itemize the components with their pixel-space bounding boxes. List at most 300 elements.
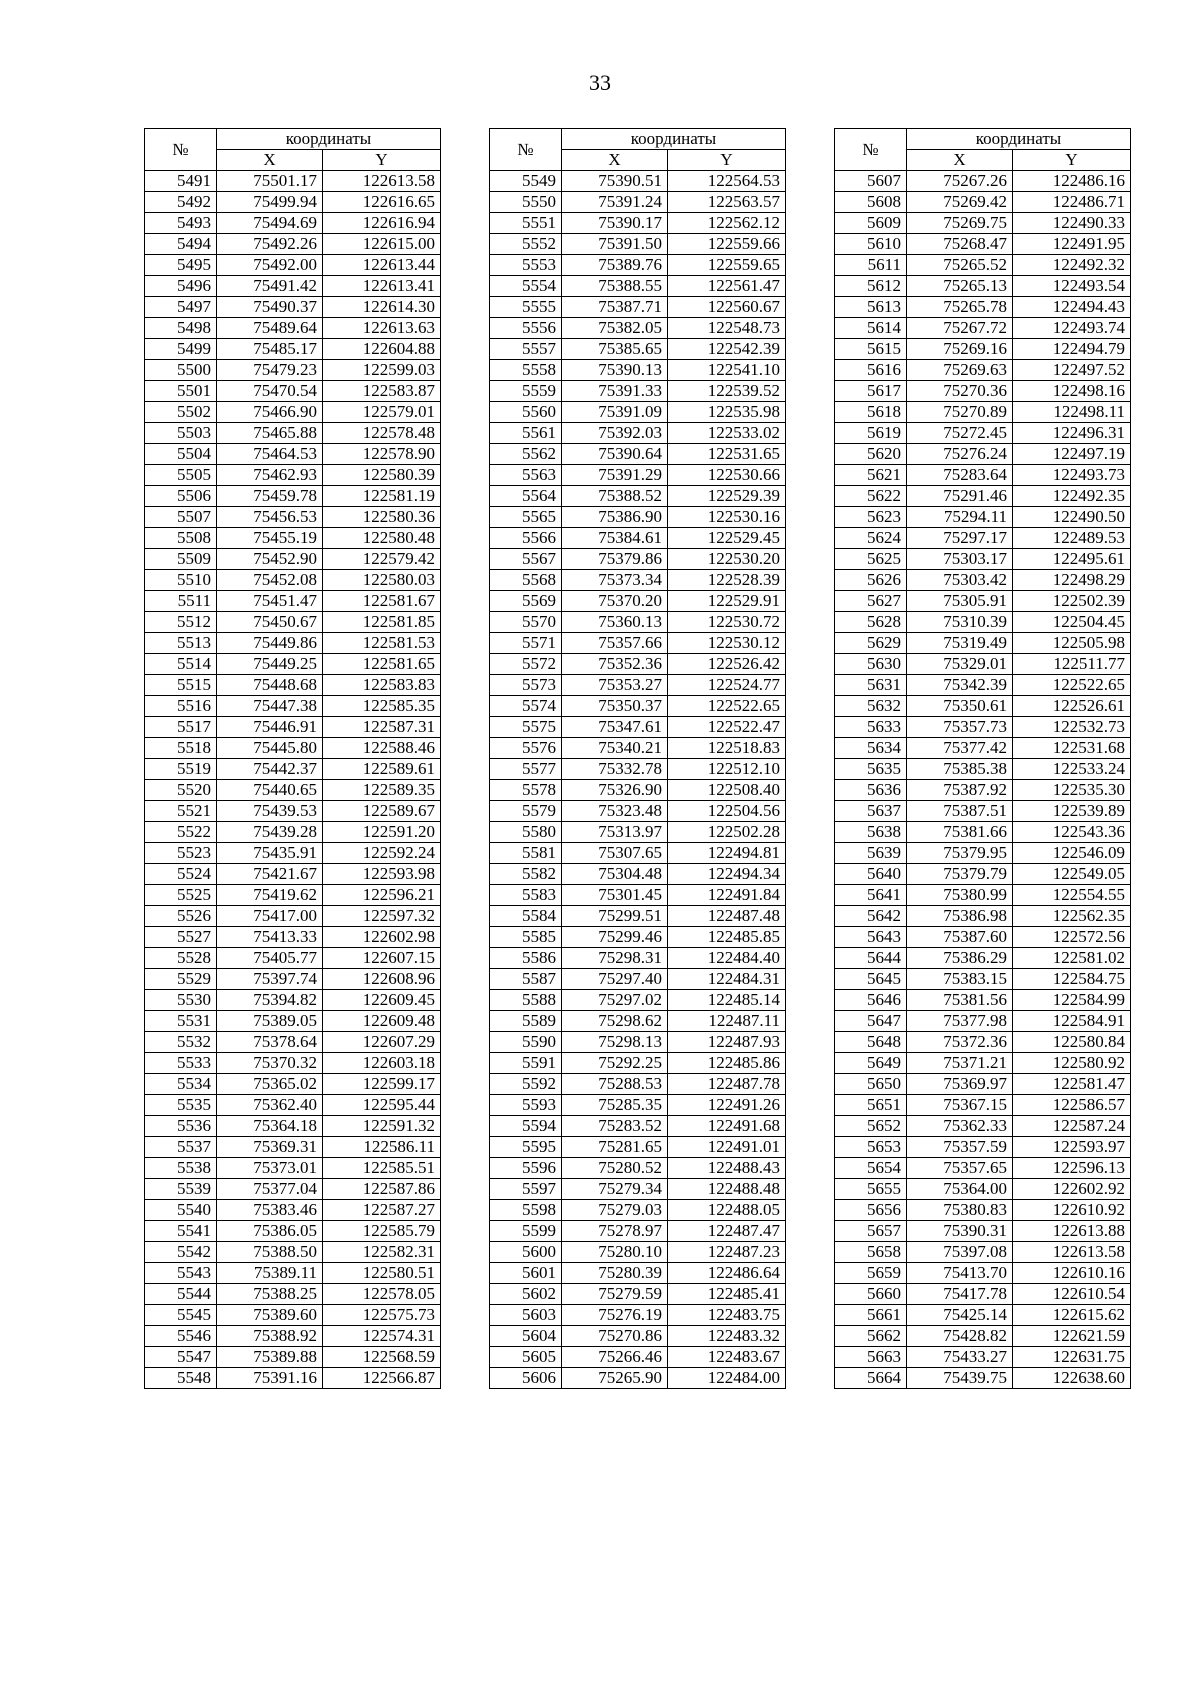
point-number: 5596 [490, 1158, 562, 1179]
table-row [835, 549, 1131, 570]
x-coordinate: 75270.36 [907, 381, 1013, 402]
y-coordinate: 122512.10 [668, 759, 786, 780]
table-row [835, 927, 1131, 948]
y-coordinate: 122603.18 [323, 1053, 441, 1074]
x-coordinate: 75299.46 [562, 927, 668, 948]
table-row [490, 234, 786, 255]
y-coordinate: 122613.63 [323, 318, 441, 339]
point-number: 5592 [490, 1074, 562, 1095]
point-number: 5635 [835, 759, 907, 780]
table-row [490, 528, 786, 549]
point-number: 5510 [145, 570, 217, 591]
table-row [835, 507, 1131, 528]
point-number: 5555 [490, 297, 562, 318]
y-coordinate: 122492.32 [1013, 255, 1131, 276]
x-coordinate: 75447.38 [217, 696, 323, 717]
y-coordinate: 122559.66 [668, 234, 786, 255]
y-coordinate: 122485.14 [668, 990, 786, 1011]
point-number: 5612 [835, 276, 907, 297]
y-coordinate: 122591.20 [323, 822, 441, 843]
y-coordinate: 122491.68 [668, 1116, 786, 1137]
y-coordinate: 122581.19 [323, 486, 441, 507]
x-coordinate: 75394.82 [217, 990, 323, 1011]
point-number: 5537 [145, 1137, 217, 1158]
point-number: 5563 [490, 465, 562, 486]
point-number: 5507 [145, 507, 217, 528]
y-coordinate: 122526.61 [1013, 696, 1131, 717]
x-coordinate: 75446.91 [217, 717, 323, 738]
table-row [145, 1242, 441, 1263]
x-coordinate: 75464.53 [217, 444, 323, 465]
point-number: 5631 [835, 675, 907, 696]
y-coordinate: 122484.40 [668, 948, 786, 969]
y-coordinate: 122494.34 [668, 864, 786, 885]
x-coordinate: 75492.00 [217, 255, 323, 276]
x-coordinate: 75357.66 [562, 633, 668, 654]
x-coordinate: 75491.42 [217, 276, 323, 297]
table-row [835, 612, 1131, 633]
point-number: 5547 [145, 1347, 217, 1368]
x-coordinate: 75265.78 [907, 297, 1013, 318]
x-coordinate: 75292.25 [562, 1053, 668, 1074]
y-coordinate: 122535.98 [668, 402, 786, 423]
table-row [145, 675, 441, 696]
point-number: 5618 [835, 402, 907, 423]
point-number: 5532 [145, 1032, 217, 1053]
table-row [490, 948, 786, 969]
x-coordinate: 75451.47 [217, 591, 323, 612]
x-coordinate: 75452.90 [217, 549, 323, 570]
table-row [145, 444, 441, 465]
x-coordinate: 75357.73 [907, 717, 1013, 738]
y-coordinate: 122548.73 [668, 318, 786, 339]
y-coordinate: 122490.33 [1013, 213, 1131, 234]
x-coordinate: 75459.78 [217, 486, 323, 507]
table-row [490, 696, 786, 717]
x-coordinate: 75383.15 [907, 969, 1013, 990]
table-row [145, 1263, 441, 1284]
table-row [490, 885, 786, 906]
table-row [490, 255, 786, 276]
point-number: 5491 [145, 171, 217, 192]
x-coordinate: 75417.00 [217, 906, 323, 927]
y-coordinate: 122491.01 [668, 1137, 786, 1158]
x-coordinate: 75397.08 [907, 1242, 1013, 1263]
x-coordinate: 75303.42 [907, 570, 1013, 591]
point-number: 5509 [145, 549, 217, 570]
table-row [490, 738, 786, 759]
table-row [835, 234, 1131, 255]
y-coordinate: 122561.47 [668, 276, 786, 297]
point-number: 5494 [145, 234, 217, 255]
y-coordinate: 122539.52 [668, 381, 786, 402]
table-row [490, 192, 786, 213]
x-coordinate: 75350.61 [907, 696, 1013, 717]
table-row [835, 738, 1131, 759]
point-number: 5627 [835, 591, 907, 612]
y-coordinate: 122505.98 [1013, 633, 1131, 654]
table-row [145, 717, 441, 738]
table-body [490, 171, 786, 1389]
x-coordinate: 75326.90 [562, 780, 668, 801]
point-number: 5604 [490, 1326, 562, 1347]
table-row [490, 633, 786, 654]
table-row [835, 1137, 1131, 1158]
point-number: 5615 [835, 339, 907, 360]
table-row [835, 822, 1131, 843]
table-row [835, 1242, 1131, 1263]
table-row [490, 1074, 786, 1095]
y-coordinate: 122484.00 [668, 1368, 786, 1389]
x-coordinate: 75492.26 [217, 234, 323, 255]
x-coordinate: 75270.86 [562, 1326, 668, 1347]
point-number: 5656 [835, 1200, 907, 1221]
x-coordinate: 75381.56 [907, 990, 1013, 1011]
table-row [490, 381, 786, 402]
point-number: 5609 [835, 213, 907, 234]
table-row [490, 1179, 786, 1200]
y-coordinate: 122495.61 [1013, 549, 1131, 570]
table-row [145, 1095, 441, 1116]
y-coordinate: 122615.62 [1013, 1305, 1131, 1326]
table-row [145, 255, 441, 276]
table-row [835, 1305, 1131, 1326]
x-coordinate: 75383.46 [217, 1200, 323, 1221]
point-number: 5602 [490, 1284, 562, 1305]
x-coordinate: 75387.51 [907, 801, 1013, 822]
x-coordinate: 75329.01 [907, 654, 1013, 675]
table-row [835, 1011, 1131, 1032]
table-row [835, 1347, 1131, 1368]
table-row [835, 864, 1131, 885]
point-number: 5593 [490, 1095, 562, 1116]
table-row [835, 780, 1131, 801]
table-row [145, 696, 441, 717]
y-coordinate: 122530.72 [668, 612, 786, 633]
point-number: 5505 [145, 465, 217, 486]
table-row [490, 591, 786, 612]
x-coordinate: 75280.39 [562, 1263, 668, 1284]
x-coordinate: 75417.78 [907, 1284, 1013, 1305]
table-row [145, 1116, 441, 1137]
point-number: 5600 [490, 1242, 562, 1263]
point-number: 5504 [145, 444, 217, 465]
table-row [490, 507, 786, 528]
x-coordinate: 75456.53 [217, 507, 323, 528]
point-number: 5495 [145, 255, 217, 276]
y-coordinate: 122483.75 [668, 1305, 786, 1326]
point-number: 5577 [490, 759, 562, 780]
y-coordinate: 122543.36 [1013, 822, 1131, 843]
x-coordinate: 75297.02 [562, 990, 668, 1011]
point-number: 5513 [145, 633, 217, 654]
table-row [490, 864, 786, 885]
y-coordinate: 122584.99 [1013, 990, 1131, 1011]
point-number: 5616 [835, 360, 907, 381]
table-row [145, 192, 441, 213]
table-row [145, 1305, 441, 1326]
y-coordinate: 122533.02 [668, 423, 786, 444]
x-coordinate: 75369.31 [217, 1137, 323, 1158]
x-coordinate: 75370.20 [562, 591, 668, 612]
x-coordinate: 75377.42 [907, 738, 1013, 759]
table-row [145, 1074, 441, 1095]
y-coordinate: 122587.31 [323, 717, 441, 738]
x-coordinate: 75439.53 [217, 801, 323, 822]
x-coordinate: 75439.28 [217, 822, 323, 843]
table-row [490, 759, 786, 780]
x-coordinate: 75377.98 [907, 1011, 1013, 1032]
point-number: 5581 [490, 843, 562, 864]
x-coordinate: 75390.64 [562, 444, 668, 465]
table-row [145, 927, 441, 948]
x-coordinate: 75392.03 [562, 423, 668, 444]
y-coordinate: 122616.65 [323, 192, 441, 213]
y-coordinate: 122531.68 [1013, 738, 1131, 759]
x-coordinate: 75347.61 [562, 717, 668, 738]
point-number: 5617 [835, 381, 907, 402]
table-row [490, 1116, 786, 1137]
coordinates-table-2 [489, 128, 786, 1389]
point-number: 5548 [145, 1368, 217, 1389]
table-row [145, 1158, 441, 1179]
table-row [490, 654, 786, 675]
x-header: X [562, 150, 668, 171]
x-coordinate: 75276.24 [907, 444, 1013, 465]
x-coordinate: 75294.11 [907, 507, 1013, 528]
y-coordinate: 122488.05 [668, 1200, 786, 1221]
x-coordinate: 75449.86 [217, 633, 323, 654]
table-row [145, 843, 441, 864]
table-row [145, 1200, 441, 1221]
y-coordinate: 122502.28 [668, 822, 786, 843]
x-coordinate: 75390.31 [907, 1221, 1013, 1242]
x-coordinate: 75280.52 [562, 1158, 668, 1179]
x-coordinate: 75379.79 [907, 864, 1013, 885]
point-number: 5660 [835, 1284, 907, 1305]
x-coordinate: 75280.10 [562, 1242, 668, 1263]
point-number: 5561 [490, 423, 562, 444]
x-coordinate: 75387.60 [907, 927, 1013, 948]
x-coordinate: 75319.49 [907, 633, 1013, 654]
table-row [145, 1011, 441, 1032]
x-coordinate: 75340.21 [562, 738, 668, 759]
y-coordinate: 122599.03 [323, 360, 441, 381]
point-number: 5554 [490, 276, 562, 297]
point-number: 5511 [145, 591, 217, 612]
x-coordinate: 75485.17 [217, 339, 323, 360]
table-row [835, 1074, 1131, 1095]
y-coordinate: 122610.54 [1013, 1284, 1131, 1305]
point-number: 5582 [490, 864, 562, 885]
point-number: 5545 [145, 1305, 217, 1326]
table-row [490, 822, 786, 843]
point-number: 5543 [145, 1263, 217, 1284]
x-coordinate: 75364.18 [217, 1116, 323, 1137]
y-coordinate: 122614.30 [323, 297, 441, 318]
x-coordinate: 75291.46 [907, 486, 1013, 507]
table-row [490, 843, 786, 864]
point-number: 5657 [835, 1221, 907, 1242]
x-coordinate: 75303.17 [907, 549, 1013, 570]
y-coordinate: 122593.98 [323, 864, 441, 885]
y-coordinate: 122535.30 [1013, 780, 1131, 801]
y-coordinate: 122587.24 [1013, 1116, 1131, 1137]
number-header: № [490, 129, 562, 171]
y-coordinate: 122533.24 [1013, 759, 1131, 780]
table-row [490, 801, 786, 822]
y-coordinate: 122578.05 [323, 1284, 441, 1305]
x-coordinate: 75439.75 [907, 1368, 1013, 1389]
x-coordinate: 75357.65 [907, 1158, 1013, 1179]
x-coordinate: 75386.90 [562, 507, 668, 528]
point-number: 5628 [835, 612, 907, 633]
y-coordinate: 122602.98 [323, 927, 441, 948]
point-number: 5640 [835, 864, 907, 885]
y-coordinate: 122588.46 [323, 738, 441, 759]
table-row [145, 549, 441, 570]
point-number: 5605 [490, 1347, 562, 1368]
x-coordinate: 75269.75 [907, 213, 1013, 234]
y-coordinate: 122487.47 [668, 1221, 786, 1242]
y-coordinate: 122572.56 [1013, 927, 1131, 948]
table-row [835, 948, 1131, 969]
table-row [835, 192, 1131, 213]
table-row [145, 633, 441, 654]
y-coordinate: 122562.12 [668, 213, 786, 234]
x-coordinate: 75391.24 [562, 192, 668, 213]
table-row [490, 1137, 786, 1158]
table-row [490, 276, 786, 297]
y-coordinate: 122511.77 [1013, 654, 1131, 675]
table-row [490, 549, 786, 570]
table-row [835, 1221, 1131, 1242]
table-row [145, 528, 441, 549]
y-coordinate: 122486.71 [1013, 192, 1131, 213]
y-coordinate: 122485.86 [668, 1053, 786, 1074]
table-row [835, 297, 1131, 318]
x-coordinate: 75501.17 [217, 171, 323, 192]
table-row [835, 969, 1131, 990]
table-row [490, 717, 786, 738]
y-coordinate: 122579.01 [323, 402, 441, 423]
page-number: 33 [589, 70, 611, 95]
y-coordinate: 122524.77 [668, 675, 786, 696]
y-coordinate: 122589.61 [323, 759, 441, 780]
table-row [835, 696, 1131, 717]
x-coordinate: 75385.65 [562, 339, 668, 360]
table-row [835, 1326, 1131, 1347]
table-row [490, 1263, 786, 1284]
y-coordinate: 122581.65 [323, 654, 441, 675]
x-coordinate: 75297.40 [562, 969, 668, 990]
point-number: 5544 [145, 1284, 217, 1305]
y-coordinate: 122584.91 [1013, 1011, 1131, 1032]
table-row [145, 318, 441, 339]
point-number: 5576 [490, 738, 562, 759]
y-coordinate: 122483.32 [668, 1326, 786, 1347]
table-row [490, 780, 786, 801]
x-coordinate: 75445.80 [217, 738, 323, 759]
x-coordinate: 75288.53 [562, 1074, 668, 1095]
point-number: 5541 [145, 1221, 217, 1242]
point-number: 5619 [835, 423, 907, 444]
table-row [145, 759, 441, 780]
y-coordinate: 122604.88 [323, 339, 441, 360]
x-coordinate: 75370.32 [217, 1053, 323, 1074]
point-number: 5601 [490, 1263, 562, 1284]
table-row [835, 675, 1131, 696]
table-row [490, 171, 786, 192]
point-number: 5512 [145, 612, 217, 633]
table-row [835, 1158, 1131, 1179]
x-coordinate: 75389.60 [217, 1305, 323, 1326]
y-coordinate: 122613.58 [323, 171, 441, 192]
table-row [490, 444, 786, 465]
table-row [835, 570, 1131, 591]
table-row [490, 1326, 786, 1347]
x-coordinate: 75379.86 [562, 549, 668, 570]
point-number: 5498 [145, 318, 217, 339]
x-coordinate: 75373.34 [562, 570, 668, 591]
x-coordinate: 75391.16 [217, 1368, 323, 1389]
point-number: 5651 [835, 1095, 907, 1116]
point-number: 5587 [490, 969, 562, 990]
table-row [490, 1368, 786, 1389]
point-number: 5599 [490, 1221, 562, 1242]
x-coordinate: 75350.37 [562, 696, 668, 717]
point-number: 5661 [835, 1305, 907, 1326]
point-number: 5639 [835, 843, 907, 864]
y-coordinate: 122530.12 [668, 633, 786, 654]
table-row [835, 255, 1131, 276]
y-coordinate: 122584.75 [1013, 969, 1131, 990]
y-coordinate: 122638.60 [1013, 1368, 1131, 1389]
x-coordinate: 75389.76 [562, 255, 668, 276]
table-row [145, 1137, 441, 1158]
point-number: 5621 [835, 465, 907, 486]
x-coordinate: 75381.66 [907, 822, 1013, 843]
y-coordinate: 122522.65 [668, 696, 786, 717]
point-number: 5558 [490, 360, 562, 381]
point-number: 5503 [145, 423, 217, 444]
y-coordinate: 122589.35 [323, 780, 441, 801]
table-row [835, 843, 1131, 864]
y-coordinate: 122490.50 [1013, 507, 1131, 528]
point-number: 5571 [490, 633, 562, 654]
table-row [490, 990, 786, 1011]
x-coordinate: 75470.54 [217, 381, 323, 402]
table-row [835, 801, 1131, 822]
y-coordinate: 122592.24 [323, 843, 441, 864]
table-row [835, 1053, 1131, 1074]
y-coordinate: 122579.42 [323, 549, 441, 570]
y-coordinate: 122486.64 [668, 1263, 786, 1284]
y-coordinate: 122522.65 [1013, 675, 1131, 696]
point-number: 5534 [145, 1074, 217, 1095]
y-coordinate: 122529.45 [668, 528, 786, 549]
x-coordinate: 75440.65 [217, 780, 323, 801]
table-row [145, 423, 441, 444]
point-number: 5607 [835, 171, 907, 192]
x-coordinate: 75380.99 [907, 885, 1013, 906]
x-coordinate: 75389.05 [217, 1011, 323, 1032]
table-row [835, 633, 1131, 654]
point-number: 5622 [835, 486, 907, 507]
x-coordinate: 75380.83 [907, 1200, 1013, 1221]
table-row [490, 612, 786, 633]
table-row [835, 465, 1131, 486]
